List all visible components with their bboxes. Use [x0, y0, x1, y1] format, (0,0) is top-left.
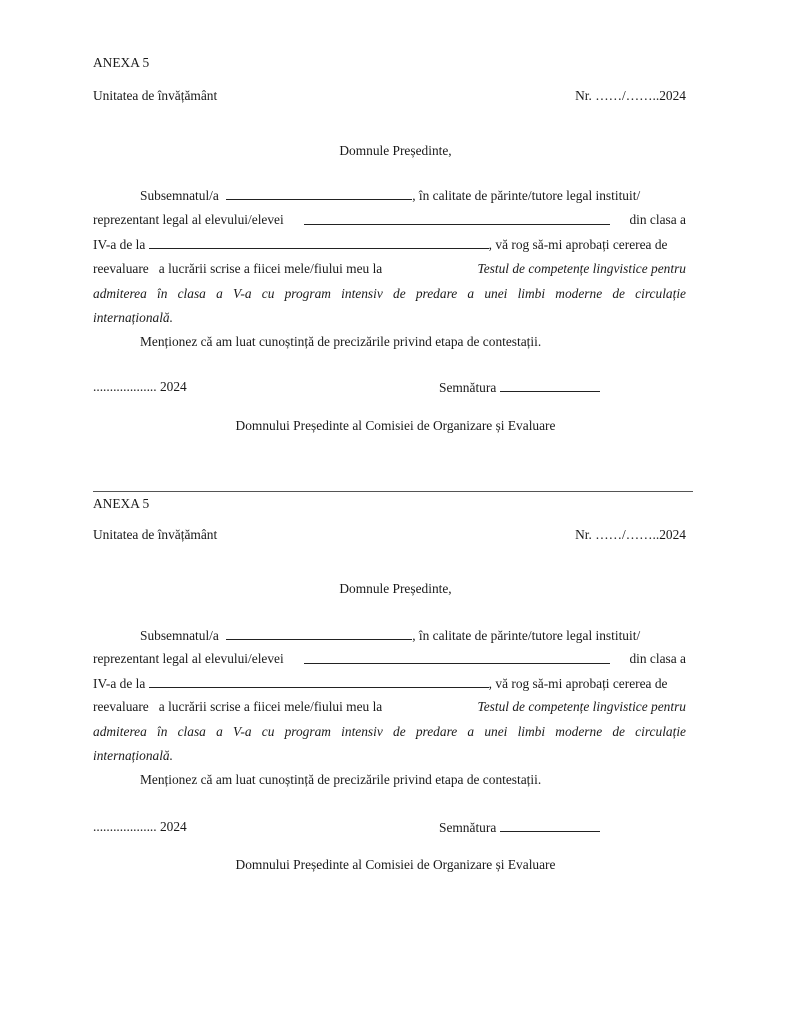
signature-field[interactable] [500, 819, 600, 832]
acknowledgement: Menționez că am luat cunoștință de precizările privind etapa de contestații. [140, 334, 542, 349]
paragraph-line-4: reevaluare a lucrării scrise a fiicei mele/fiului meu la Testul de competențe lingvistice pentru [93, 699, 686, 714]
addressee: Domnului Președinte al Comisiei de Organizare și Evaluare [235, 418, 556, 433]
student-name-field[interactable] [304, 212, 610, 225]
signature-row: Semnătura [439, 379, 600, 396]
registration-number: Nr. ……/……..2024 [575, 527, 686, 542]
salutation: Domnule Președinte, [339, 143, 452, 158]
paragraph-line-3: IV-a de la , vă rog să-mi aprobați cererea de [93, 237, 668, 252]
unit-label: Unitatea de învățământ [93, 88, 218, 103]
signature-row: Semnătura [439, 819, 600, 836]
salutation: Domnule Președinte, [339, 581, 452, 596]
registration-number: Nr. ……/……..2024 [575, 88, 686, 103]
annex-label: ANEXA 5 [93, 496, 150, 511]
student-name-field[interactable] [304, 651, 610, 664]
paragraph-line-1: Subsemnatul/a , în calitate de părinte/tutore legal instituit/ [140, 628, 641, 643]
annex-label: ANEXA 5 [93, 55, 150, 70]
paragraph-line-5: admiterea în clasa a V-a cu program intensiv de predare a unei limbi moderne de circulație [93, 286, 686, 301]
school-name-field[interactable] [149, 236, 489, 249]
paragraph-line-3: IV-a de la , vă rog să-mi aprobați cererea de [93, 676, 668, 691]
acknowledgement: Menționez că am luat cunoștință de precizările privind etapa de contestații. [140, 772, 542, 787]
paragraph-line-5: admiterea în clasa a V-a cu program intensiv de predare a unei limbi moderne de circulație [93, 724, 686, 739]
paragraph-line-1: Subsemnatul/a , în calitate de părinte/tutore legal instituit/ [140, 188, 641, 203]
parent-name-field[interactable] [226, 627, 412, 640]
paragraph-line-6: internațională. [93, 310, 173, 325]
paragraph-line-2: reprezentant legal al elevului/elevei din clasa a [93, 212, 686, 227]
date-field[interactable]: ................... 2024 [93, 379, 187, 394]
cut-line-separator [93, 491, 693, 492]
parent-name-field[interactable] [226, 187, 412, 200]
paragraph-line-2: reprezentant legal al elevului/elevei din clasa a [93, 651, 686, 666]
addressee: Domnului Președinte al Comisiei de Organizare și Evaluare [235, 857, 556, 872]
unit-label: Unitatea de învățământ [93, 527, 218, 542]
paragraph-line-4: reevaluare a lucrării scrise a fiicei mele/fiului meu la Testul de competențe lingvistice pentru [93, 261, 686, 276]
paragraph-line-6: internațională. [93, 748, 173, 763]
date-field[interactable]: ................... 2024 [93, 819, 187, 834]
signature-field[interactable] [500, 379, 600, 392]
school-name-field[interactable] [149, 675, 489, 688]
